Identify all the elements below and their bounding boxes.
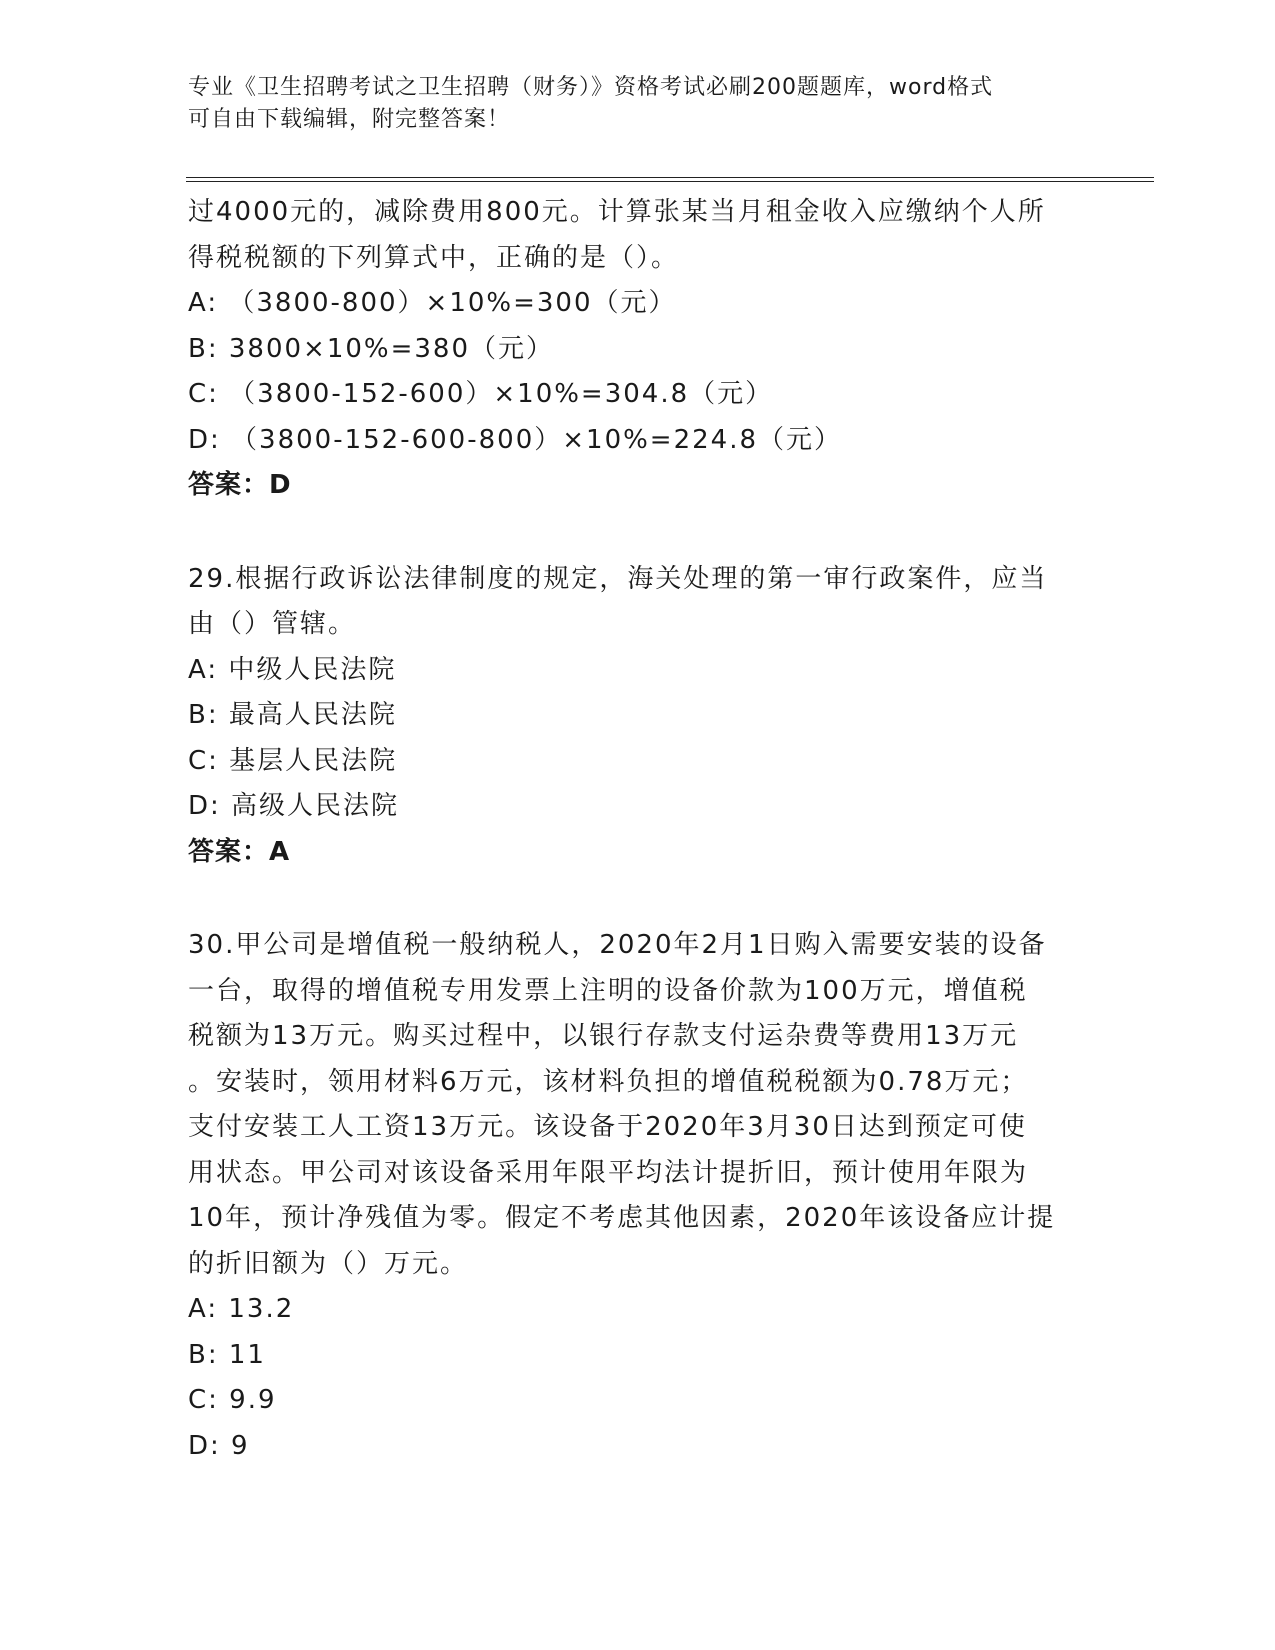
question-spacer: [188, 875, 1088, 923]
option-a: A: 13.2: [188, 1294, 295, 1324]
question-stem-line: 支付安装工人工资13万元。该设备于2020年3月30日达到预定可使: [188, 1112, 1027, 1142]
option-b: B: 3800×10%=380（元）: [188, 333, 555, 364]
document-body: [188, 190, 1088, 1469]
answer-label: 答案：A: [188, 836, 291, 867]
document-header: [188, 72, 1088, 136]
question-stem-line: 30.甲公司是增值税一般纳税人，2020年2月1日购入需要安装的设备: [188, 930, 1047, 960]
question-28: [188, 190, 1088, 509]
answer-label: 答案：D: [188, 470, 292, 500]
option-c: C: 基层人民法院: [188, 745, 398, 776]
question-spacer: [188, 509, 1088, 557]
option-d: D: 9: [188, 1430, 250, 1461]
question-stem-line: 由（）管辖。: [188, 609, 357, 639]
question-stem-line: 29.根据行政诉讼法律制度的规定，海关处理的第一审行政案件，应当: [188, 563, 1048, 594]
question-stem-line: 。安装时，领用材料6万元，该材料负担的增值税税额为0.78万元；: [188, 1066, 1029, 1097]
option-b: B: 最高人民法院: [188, 700, 397, 730]
option-d: D: （3800-152-600-800）×10%=224.8（元）: [188, 424, 843, 455]
header-title-line-2: 可自由下载编辑，附完整答案！: [188, 107, 511, 132]
option-a: A: 中级人民法院: [188, 654, 397, 685]
question-stem-line: 用状态。甲公司对该设备采用年限平均法计提折旧，预计使用年限为: [188, 1157, 1029, 1188]
header-divider: [186, 177, 1154, 182]
question-stem-line: 的折旧额为（）万元。: [188, 1248, 469, 1279]
question-stem-line: 10年，预计净残值为零。假定不考虑其他因素，2020年该设备应计提: [188, 1203, 1056, 1233]
question-stem-line: 一台，取得的增值税专用发票上注明的设备价款为100万元，增值税: [188, 975, 1028, 1006]
question-stem-line: 过4000元的，减除费用800元。计算张某当月租金收入应缴纳个人所: [188, 197, 1046, 227]
question-30: [188, 923, 1088, 1469]
question-stem-line: 得税税额的下列算式中，正确的是（）。: [188, 242, 680, 273]
header-title-line-1: 专业《卫生招聘考试之卫生招聘（财务）》资格考试必刷200题题库，word格式: [188, 75, 994, 100]
option-c: C: 9.9: [188, 1385, 277, 1415]
question-29: [188, 557, 1088, 876]
option-a: A: （3800-800）×10%=300（元）: [188, 288, 677, 318]
option-b: B: 11: [188, 1339, 266, 1370]
option-c: C: （3800-152-600）×10%=304.8（元）: [188, 379, 774, 409]
question-stem-line: 税额为13万元。购买过程中，以银行存款支付运杂费等费用13万元: [188, 1021, 1019, 1051]
option-d: D: 高级人民法院: [188, 791, 400, 821]
